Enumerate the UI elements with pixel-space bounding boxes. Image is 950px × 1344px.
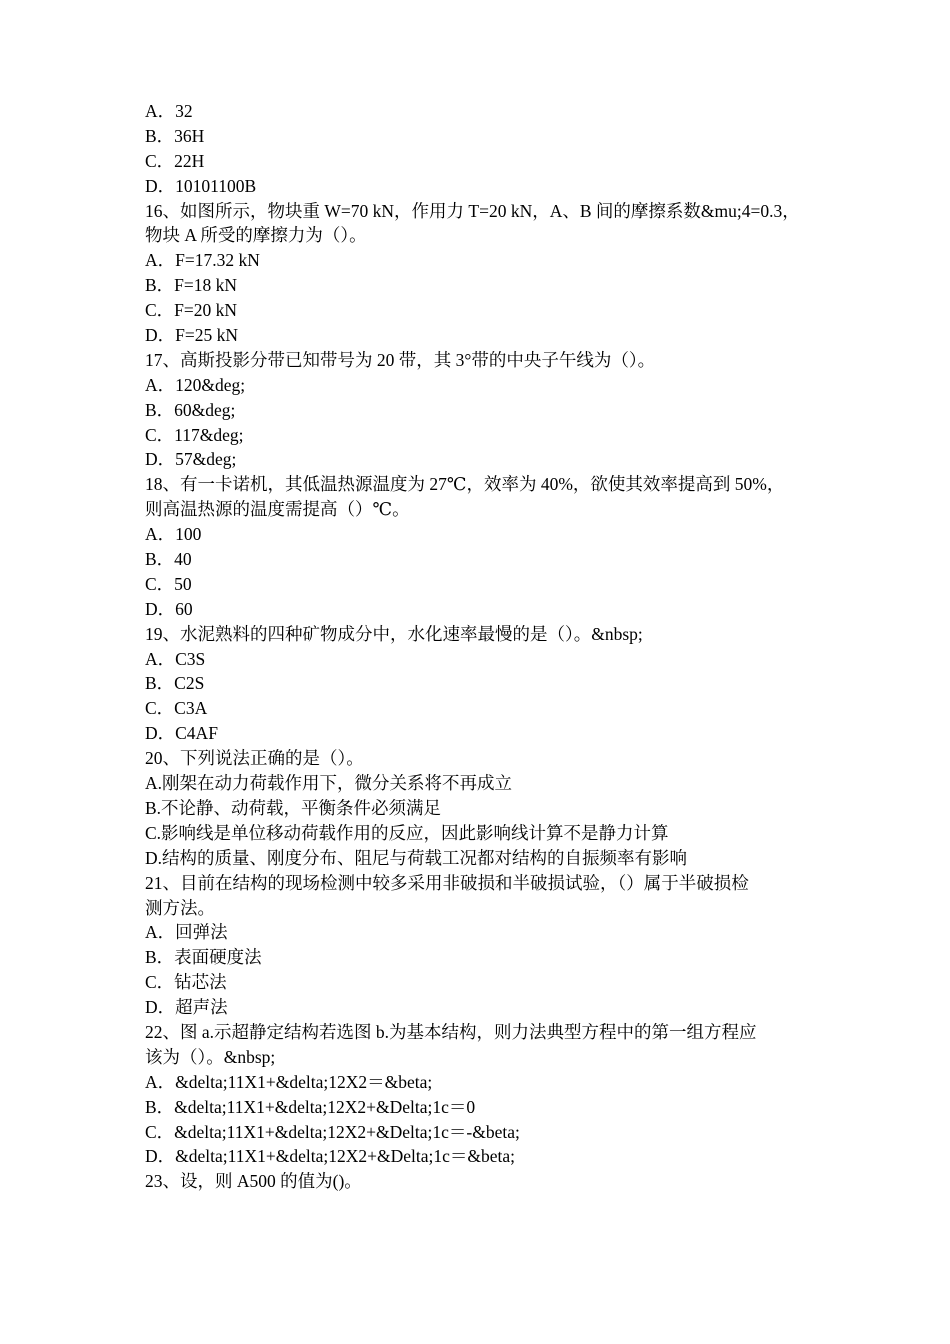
text-line: B．表面硬度法 bbox=[145, 947, 262, 968]
question-text: 17、高斯投影分带已知带号为 20 带，其 3°带的中央子午线为（）。 bbox=[145, 349, 656, 370]
text-line: D.结构的质量、刚度分布、阻尼与荷载工况都对结构的自振频率有影响 bbox=[145, 847, 688, 868]
text-line: A．回弹法 bbox=[145, 922, 228, 943]
question-text: 18、有一卡诺机，其低温热源温度为 27℃，效率为 40%，欲使其效率提高到 50%， bbox=[145, 474, 785, 495]
text-line: D．F=25 kN bbox=[145, 325, 239, 346]
text-line: C．50 bbox=[145, 573, 192, 594]
text-line: A．100 bbox=[145, 524, 202, 545]
text-line: A．32 bbox=[145, 101, 193, 121]
text-line: C．钻芯法 bbox=[145, 972, 227, 993]
question-text: 物块 A 所受的摩擦力为（）。 bbox=[145, 225, 367, 246]
text-line: B．&delta;11X1+&delta;12X2+&Delta;1c＝0 bbox=[145, 1096, 476, 1117]
question-text: 该为（）。&nbsp; bbox=[145, 1046, 276, 1067]
text-line: B．36H bbox=[145, 125, 205, 146]
text-line: B．60&deg; bbox=[145, 399, 236, 420]
text-line: A．C3S bbox=[145, 648, 206, 669]
question-text: 23、设，则 A500 的值为()。 bbox=[145, 1171, 362, 1192]
text-line: C．C3A bbox=[145, 698, 208, 719]
question-text: 20、下列说法正确的是（）。 bbox=[145, 748, 364, 769]
text-line: C．117&deg; bbox=[145, 424, 244, 445]
question-text: 21、目前在结构的现场检测中较多采用非破损和半破损试验，（）属于半破损检 bbox=[145, 872, 749, 893]
text-line: B．F=18 kN bbox=[145, 275, 238, 296]
text-line: D．57&deg; bbox=[145, 449, 237, 470]
question-text: 16、如图所示，物块重 W=70 kN，作用力 T=20 kN，A、B 间的摩擦系数&mu;4=0.3， bbox=[145, 200, 800, 221]
question-text: 19、水泥熟料的四种矿物成分中，水化速率最慢的是（）。&nbsp; bbox=[145, 623, 643, 644]
text-line: C．F=20 kN bbox=[145, 300, 238, 321]
text-line: A．&delta;11X1+&delta;12X2＝&beta; bbox=[145, 1071, 433, 1092]
text-line: C．&delta;11X1+&delta;12X2+&Delta;1c＝-&beta; bbox=[145, 1121, 520, 1142]
text-line: B．C2S bbox=[145, 673, 205, 694]
text-line: A.刚架在动力荷载作用下，微分关系将不再成立 bbox=[145, 773, 513, 794]
text-line: D．超声法 bbox=[145, 997, 228, 1018]
text-line: D．60 bbox=[145, 598, 193, 619]
question-text: 测方法。 bbox=[145, 897, 215, 918]
text-line: B.不论静、动荷载，平衡条件必须满足 bbox=[145, 797, 442, 818]
text-line: D．10101100B bbox=[145, 175, 257, 196]
text-line: C．22H bbox=[145, 150, 205, 171]
text-line: C.影响线是单位移动荷载作用的反应，因此影响线计算不是静力计算 bbox=[145, 822, 669, 843]
text-line: B．40 bbox=[145, 549, 192, 570]
question-text: 则高温热源的温度需提高（）℃。 bbox=[145, 499, 410, 520]
text-line: D．C4AF bbox=[145, 723, 218, 744]
document-body bbox=[145, 99, 815, 1194]
text-line: D．&delta;11X1+&delta;12X2+&Delta;1c＝&beta; bbox=[145, 1146, 515, 1167]
text-line: A．120&deg; bbox=[145, 374, 246, 395]
text-line: A．F=17.32 kN bbox=[145, 250, 260, 271]
question-text: 22、图 a.示超静定结构若选图 b.为基本结构，则力法典型方程中的第一组方程应 bbox=[145, 1021, 757, 1042]
